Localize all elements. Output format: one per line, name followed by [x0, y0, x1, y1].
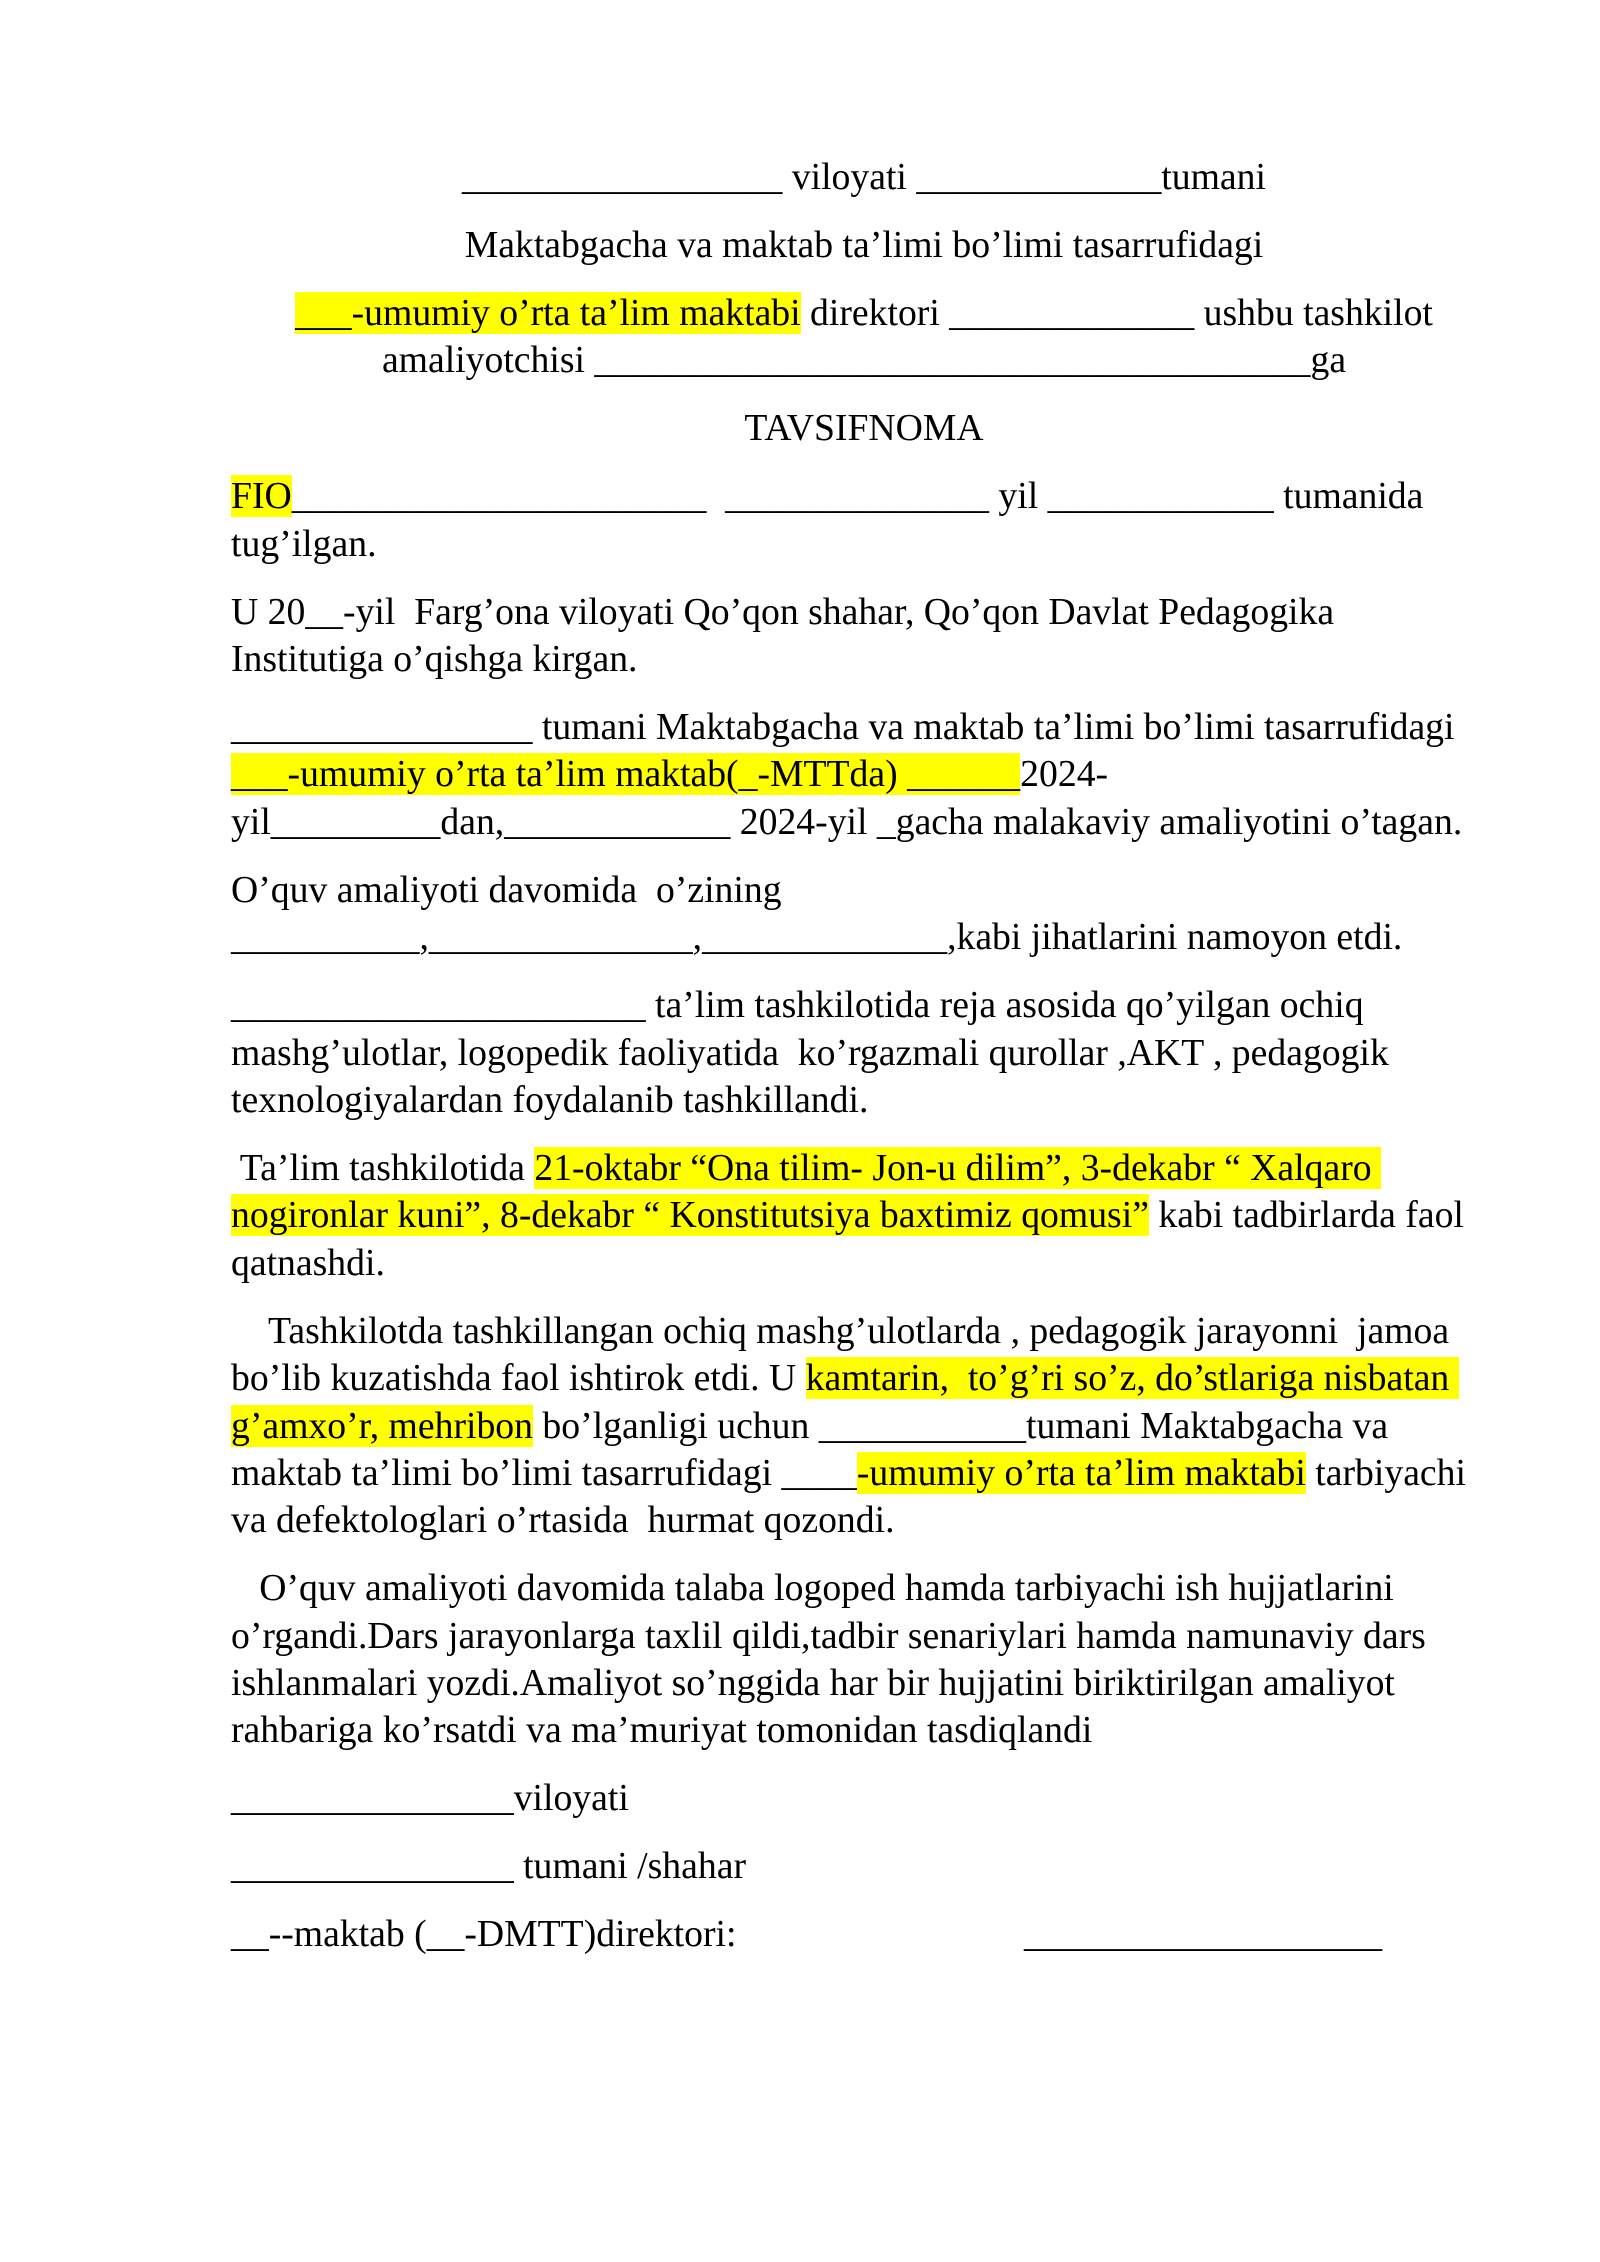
- paragraph-respect: [231, 1308, 1497, 1545]
- text-line: [231, 337, 1497, 384]
- paragraph-birth-info: [231, 473, 1497, 568]
- line-text: qatnashdi.: [231, 1241, 385, 1284]
- department-text: Maktabgacha va maktab ta’limi bo’limi tasarrufidagi: [464, 223, 1264, 266]
- text-line: [231, 1192, 1497, 1239]
- text-line: [231, 914, 1497, 961]
- highlighted-text: -umumiy o’rta ta’lim maktabi: [856, 1451, 1306, 1494]
- director-label: __--maktab (__-DMTT)direktori:: [231, 1913, 737, 1956]
- text-line: [231, 1145, 1497, 1192]
- document-body: [231, 154, 1497, 1979]
- paragraph-admission: [231, 589, 1497, 684]
- highlighted-text: kamtarin, to’g’ri so’z, do’stlariga nisbatan: [805, 1357, 1459, 1400]
- text-line: [231, 1843, 1497, 1890]
- signature-district: [231, 1843, 1497, 1890]
- text-line: [231, 1775, 1497, 1822]
- text-line: [231, 1355, 1497, 1402]
- text-line: [231, 589, 1497, 636]
- text-line: [231, 154, 1497, 201]
- text-line: [231, 1613, 1497, 1660]
- header-department-line: [231, 222, 1497, 269]
- line-text: direktori _____________ ushbu tashkilot: [800, 291, 1433, 334]
- line-text: bo’lib kuzatishda faol ishtirok etdi. U: [231, 1357, 806, 1400]
- document-title-block: [231, 405, 1497, 452]
- line-text: maktab ta’limi bo’limi tasarrufidagi ____: [231, 1451, 857, 1494]
- district-blank: _______________ tumani /shahar: [231, 1845, 747, 1888]
- text-line: [231, 1565, 1497, 1612]
- region-blank: _______________viloyati: [231, 1777, 629, 1820]
- line-text: Institutiga o’qishga kirgan.: [231, 638, 638, 681]
- line-text: Tashkilotda tashkillangan ochiq mashg’ulotlarda , pedagogik jarayonni jamoa: [231, 1309, 1450, 1352]
- text-line: [231, 1911, 1497, 1958]
- paragraph-lessons: [231, 982, 1497, 1124]
- signature-blank-line: ___________________: [1024, 1913, 1383, 1956]
- line-text: amaliyotchisi ______________________________________ga: [381, 339, 1347, 382]
- line-text: mashg’ulotlar, logopedik faoliyatida ko’rgazmali qurollar ,AKT , pedagogik: [231, 1031, 1389, 1074]
- text-line: [231, 867, 1497, 914]
- highlighted-text: g’amxo’r, mehribon: [231, 1404, 533, 1447]
- line-text: yil_________dan,____________ 2024-yil _gacha malakaviy amaliyotini o’tagan.: [231, 800, 1463, 843]
- paragraph-documents: [231, 1565, 1497, 1755]
- text-line: [231, 704, 1497, 751]
- document-title: [231, 405, 1497, 452]
- highlighted-text: nogironlar kuni”, 8-dekabr “ Konstitutsiya baxtimiz qomusi”: [231, 1194, 1149, 1237]
- text-line: [231, 521, 1497, 568]
- text-line: [231, 1450, 1497, 1497]
- signature-region: [231, 1775, 1497, 1822]
- text-line: [231, 1077, 1497, 1124]
- line-text: bo’lganligi uchun ___________tumani Maktabgacha va: [533, 1404, 1389, 1447]
- header-addressee: [231, 290, 1497, 385]
- line-text: ______________________ ______________ yil ____________ tumanida: [291, 475, 1424, 518]
- text-line: [231, 1403, 1497, 1450]
- region-district-blank: _________________ viloyati _____________tumani: [462, 156, 1266, 198]
- highlighted-text: 21-oktabr “Ona tilim- Jon-u dilim”, 3-dekabr “ Xalqaro: [534, 1146, 1382, 1189]
- line-text: tug’ilgan.: [231, 522, 377, 565]
- line-text: tarbiyachi: [1305, 1451, 1466, 1494]
- paragraph-events: [231, 1145, 1497, 1287]
- text-line: [231, 222, 1497, 269]
- header-region-line: [231, 154, 1497, 201]
- text-line: [231, 473, 1497, 520]
- text-line: [231, 751, 1497, 798]
- line-text: kabi tadbirlarda faol: [1148, 1194, 1464, 1237]
- paragraph-qualities: [231, 867, 1497, 962]
- title-text: TAVSIFNOMA: [744, 407, 984, 450]
- highlighted-text: FIO: [231, 475, 292, 518]
- line-text: rahbariga ko’rsatdi va ma’muriyat tomonidan tasdiqlandi: [231, 1709, 1093, 1752]
- signature-director: [231, 1911, 1497, 1958]
- text-line: [231, 290, 1497, 337]
- text-line: [231, 982, 1497, 1029]
- line-text: 2024-: [1020, 753, 1109, 796]
- line-text: va defektologlari o’rtasida hurmat qozondi.: [231, 1499, 895, 1542]
- text-line: [231, 1497, 1497, 1544]
- highlighted-text: ___-umumiy o’rta ta’lim maktab(_-MTTda) ______: [231, 753, 1021, 796]
- line-text: O’quv amaliyoti davomida o’zining: [231, 868, 782, 911]
- line-text: __________,______________,_____________,kabi jihatlarini namoyon etdi.: [231, 916, 1403, 959]
- line-text: ______________________ ta’lim tashkilotida reja asosida qo’yilgan ochiq: [231, 984, 1364, 1027]
- line-text: o’rgandi.Dars jarayonlarga taxlil qildi,tadbir senariylari hamda namunaviy dars: [231, 1614, 1426, 1657]
- line-text: ishlanmalari yozdi.Amaliyot so’nggida har bir hujjatini biriktirilgan amaliyot: [231, 1662, 1395, 1705]
- text-line: [231, 1308, 1497, 1355]
- paragraph-internship: [231, 704, 1497, 846]
- line-text: Ta’lim tashkilotida: [231, 1146, 535, 1189]
- text-line: [231, 1660, 1497, 1707]
- text-line: [231, 1240, 1497, 1287]
- line-text: texnologiyalardan foydalanib tashkillandi.: [231, 1079, 869, 1121]
- highlighted-text: ___-umumiy o’rta ta’lim maktabi: [295, 291, 801, 334]
- line-text: U 20__-yil Farg’ona viloyati Qo’qon shahar, Qo’qon Davlat Pedagogika: [231, 590, 1335, 633]
- line-text: ________________ tumani Maktabgacha va maktab ta’limi bo’limi tasarrufidagi: [231, 706, 1455, 749]
- line-text: O’quv amaliyoti davomida talaba logoped hamda tarbiyachi ish hujjatlarini: [231, 1567, 1394, 1610]
- text-line: [231, 1707, 1497, 1754]
- text-line: [231, 636, 1497, 683]
- text-line: [231, 799, 1497, 846]
- text-line: [231, 1030, 1497, 1077]
